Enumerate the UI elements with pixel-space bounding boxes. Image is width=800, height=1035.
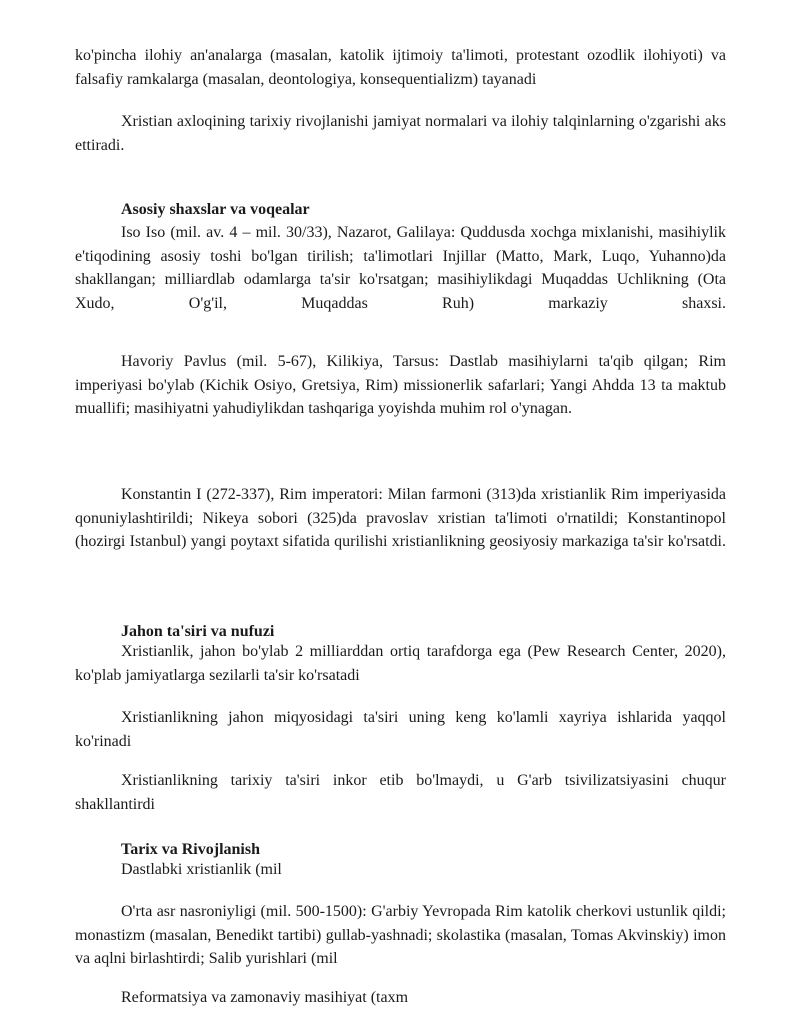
paragraph-historical-development: Xristian axloqining tarixiy rivojlanishi jamiyat normalari va ilohiy talqinlarning o'zgarishi aks ettiradi.	[75, 113, 726, 154]
paragraph-early-christianity: Dastlabki xristianlik (mil	[121, 861, 282, 878]
paragraph-constantine: Konstantin I (272-337), Rim imperatori: Milan farmoni (313)da xristianlik Rim imperiyasida qonuniylashtirildi; Nikeya sobori (325)da pravoslav xristian ta'limoti o'rnatildi; Konstantinopol (hozirgi Istanbul) yangi poytaxt sifatida qurilishi xristianlikning geosiyosiy markaziga ta'sir ko'rsatdi.	[75, 486, 726, 550]
paragraph-adherents: Xristianlik, jahon bo'ylab 2 milliarddan ortiq tarafdorga ega (Pew Research Center, 2020), ko'plab jamiyatlarga sezilarli ta'sir ko'rsatadi	[75, 643, 726, 684]
heading-history-development: Tarix va Rivojlanish	[121, 841, 260, 858]
paragraph-medieval-christianity: O'rta asr nasroniyligi (mil. 500-1500): G'arbiy Yevropada Rim katolik cherkovi ustunlik qildi; monastizm (masalan, Benedikt tartibi) gullab-yashnadi; skolastika (masalan, Tomas Akvinskiy) imon va aqlni birlashtirdi; Salib yurishlari (mil	[75, 903, 726, 967]
paragraph-apostle-paul: Havoriy Pavlus (mil. 5-67), Kilikiya, Tarsus: Dastlab masihiylarni ta'qib qilgan; Rim imperiyasi bo'ylab (Kichik Osiyo, Gretsiya, Rim) missionerlik safarlari; Yangi Ahdda 13 ta maktub muallifi; masihiyatni yahudiylikdan tashqariga yoyishda muhim rol o'ynagan.	[75, 353, 726, 417]
heading-global-influence: Jahon ta'siri va nufuzi	[121, 623, 275, 640]
paragraph-reformation: Reformatsiya va zamonaviy masihiyat (taxm	[121, 989, 409, 1006]
paragraph-charity: Xristianlikning jahon miqyosidagi ta'siri uning keng ko'lamli xayriya ishlarida yaqqol ko'rinadi	[75, 709, 726, 750]
paragraph-western-civilization: Xristianlikning tarixiy ta'siri inkor etib bo'lmaydi, u G'arb tsivilizatsiyasini chuqur shakllantirdi	[75, 772, 726, 813]
heading-key-figures: Asosiy shaxslar va voqealar	[121, 201, 310, 218]
paragraph-jesus: Iso Iso (mil. av. 4 – mil. 30/33), Nazarot, Galilaya: Quddusda xochga mixlanishi, masihiylik e'tiqodining asosiy toshi bo'lgan tirilish; ta'limotlari Injillar (Matto, Mark, Luqo, Yuhanno)da shakllangan; milliardlab odamlarga ta'sir ko'rsatgan; masihiylikdagi Muqaddas Uchlikning (Ota Xudo, O'g'il, Muqaddas Ruh) markaziy shaxsi.	[75, 224, 726, 312]
paragraph-religious-traditions: ko'pincha ilohiy an'analarga (masalan, katolik ijtimoiy ta'limoti, protestant ozodlik ilohiyoti) va falsafiy ramkalarga (masalan, deontologiya, konsequentializm) tayanadi	[75, 47, 726, 88]
